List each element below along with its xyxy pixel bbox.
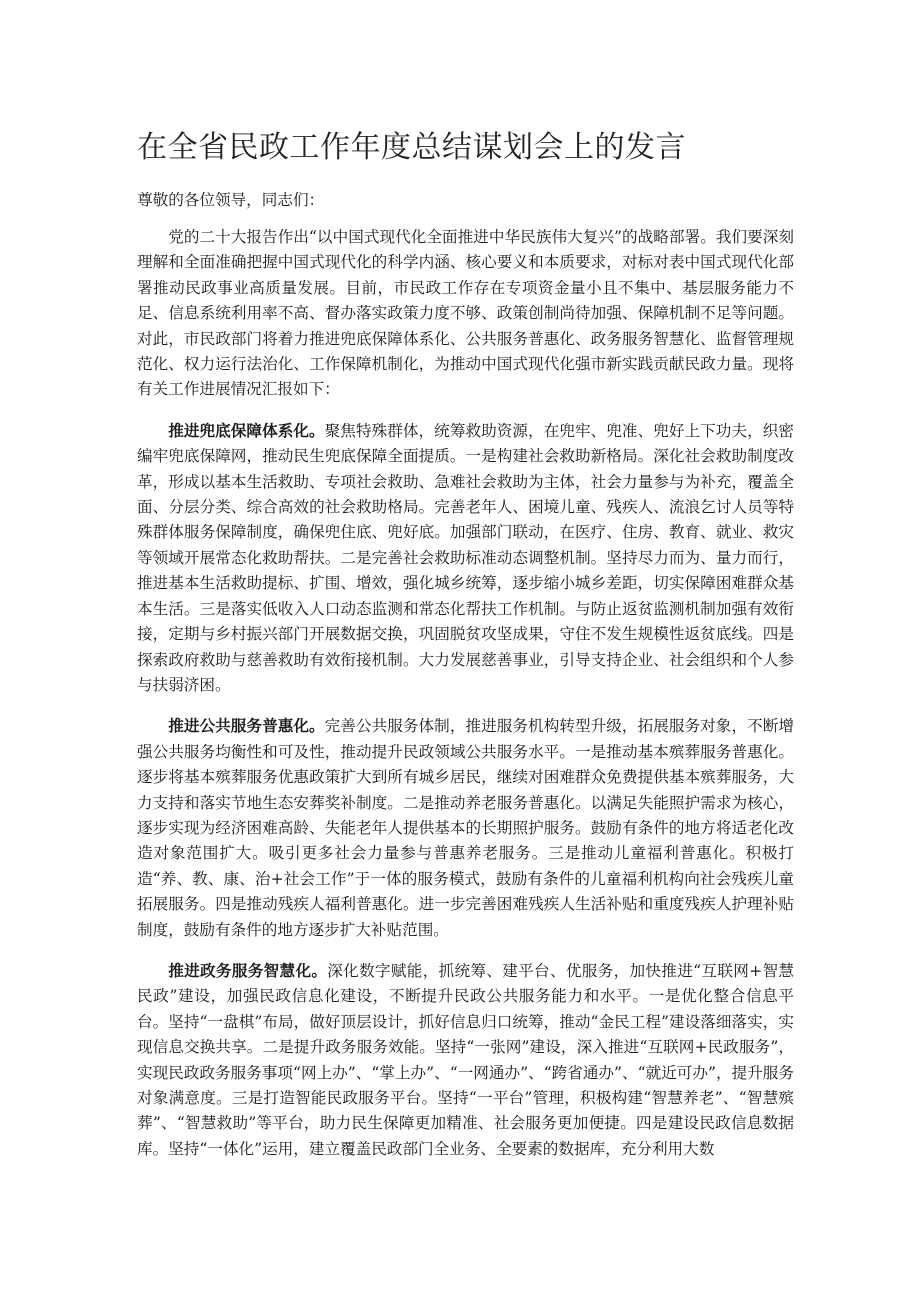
document-page [137,128,794,1177]
paragraph-intro [137,225,794,403]
paragraph-social-assistance [137,418,794,698]
paragraph-public-service [137,713,794,943]
salutation: 尊敬的各位领导，同志们： [137,191,325,209]
paragraph-text: 聚焦特殊群体，统筹救助资源，在兜牢、兜准、兜好上下功夫，织密编牢兜底保障网，推动民生兜底保障全面提质。一是构建社会救助新格局。深化社会救助制度改革，形成以基本生活救助、专项社会救助、急难社会救助为主体，社会力量参与为补充，覆盖全面、分层分类、综合高效的社会救助格局。完善老年人、困境儿童、残疾人、流浪乞讨人员等特殊群体服务保障制度，确保兜住底、兜好底。加强部门联动，在医疗、住房、教育、就业、救灾等领域开展常态化救助帮扶。二是完善社会救助标准动态调整机制。坚持尽力而为、量力而行，推进基本生活救助提标、扩围、增效，强化城乡统筹，逐步缩小城乡差距，切实保障困难群众基本生活。三是落实低收入人口动态监测和常态化帮扶工作机制。与防止返贫监测机制加强有效衔接，定期与乡村振兴部门开展数据交换，巩固脱贫攻坚成果，守住不发生规模性返贫底线。四是探索政府救助与慈善救助有效衔接机制。大力发展慈善事业，引导支持企业、社会组织和个人参与扶弱济困。 [137,421,794,694]
paragraph-text: 完善公共服务体制，推进服务机构转型升级，拓展服务对象，不断增强公共服务均衡性和可及性，推动提升民政领域公共服务水平。一是推动基本殡葬服务普惠化。逐步将基本殡葬服务优惠政策扩大到所有城乡居民，继续对困难群众免费提供基本殡葬服务，大力支持和落实节地生态安葬奖补制度。二是推动养老服务普惠化。以满足失能照护需求为核心，逐步实现为经济困难高龄、失能老年人提供基本的长期照护服务。鼓励有条件的地方将适老化改造对象范围扩大。吸引更多社会力量参与普惠养老服务。三是推动儿童福利普惠化。积极打造“养、教、康、治+社会工作”于一体的服务模式，鼓励有条件的儿童福利机构向社会残疾儿童拓展服务。四是推动残疾人福利普惠化。进一步完善困难残疾人生活补贴和重度残疾人护理补贴制度，鼓励有条件的地方逐步扩大补贴范围。 [137,717,794,939]
paragraph-lead: 推进公共服务普惠化。 [168,716,325,736]
paragraph-smart-government [137,958,794,1162]
paragraph-text: 党的二十大报告作出“以中国式现代化全面推进中华民族伟大复兴”的战略部署。我们要深刻理解和全面准确把握中国式现代化的科学内涵、核心要义和本质要求，对标对表中国式现代化部署推动民政事业高质量发展。目前，市民政工作存在专项资金量小且不集中、基层服务能力不足、信息系统利用率不高、督办落实政策力度不够、政策创制尚待加强、保障机制不足等问题。对此，市民政部门将着力推进兜底保障体系化、公共服务普惠化、政务服务智慧化、监督管理规范化、权力运行法治化、工作保障机制化，为推动中国式现代化强市新实践贡献民政力量。现将有关工作进展情况汇报如下： [137,228,794,399]
paragraph-lead: 推进兜底保障体系化。 [168,420,325,440]
paragraph-text: 深化数字赋能，抓统筹、建平台、优服务，加快推进“互联网+智慧民政”建设，加强民政信息化建设，不断提升民政公共服务能力和水平。一是优化整合信息平台。坚持“一盘棋”布局，做好顶层设计，抓好信息归口统筹，推动“金民工程”建设落细落实，实现信息交换共享。二是提升政务服务效能。坚持“一张网”建设，深入推进“互联网+民政服务”，实现民政政务服务事项“网上办”、“掌上办”、“一网通办”、“跨省通办”、“就近可办”，提升服务对象满意度。三是打造智能民政服务平台。坚持“一平台”管理，积极构建“智慧养老”、“智慧殡葬”、“智慧救助”等平台，助力民生保障更加精准、社会服务更加便捷。四是建设民政信息数据库。坚持“一体化”运用，建立覆盖民政部门全业务、全要素的数据库，充分利用大数 [137,961,794,1158]
paragraph-lead: 推进政务服务智慧化。 [168,960,328,980]
document-title: 在全省民政工作年度总结谋划会上的发言 [137,130,686,165]
